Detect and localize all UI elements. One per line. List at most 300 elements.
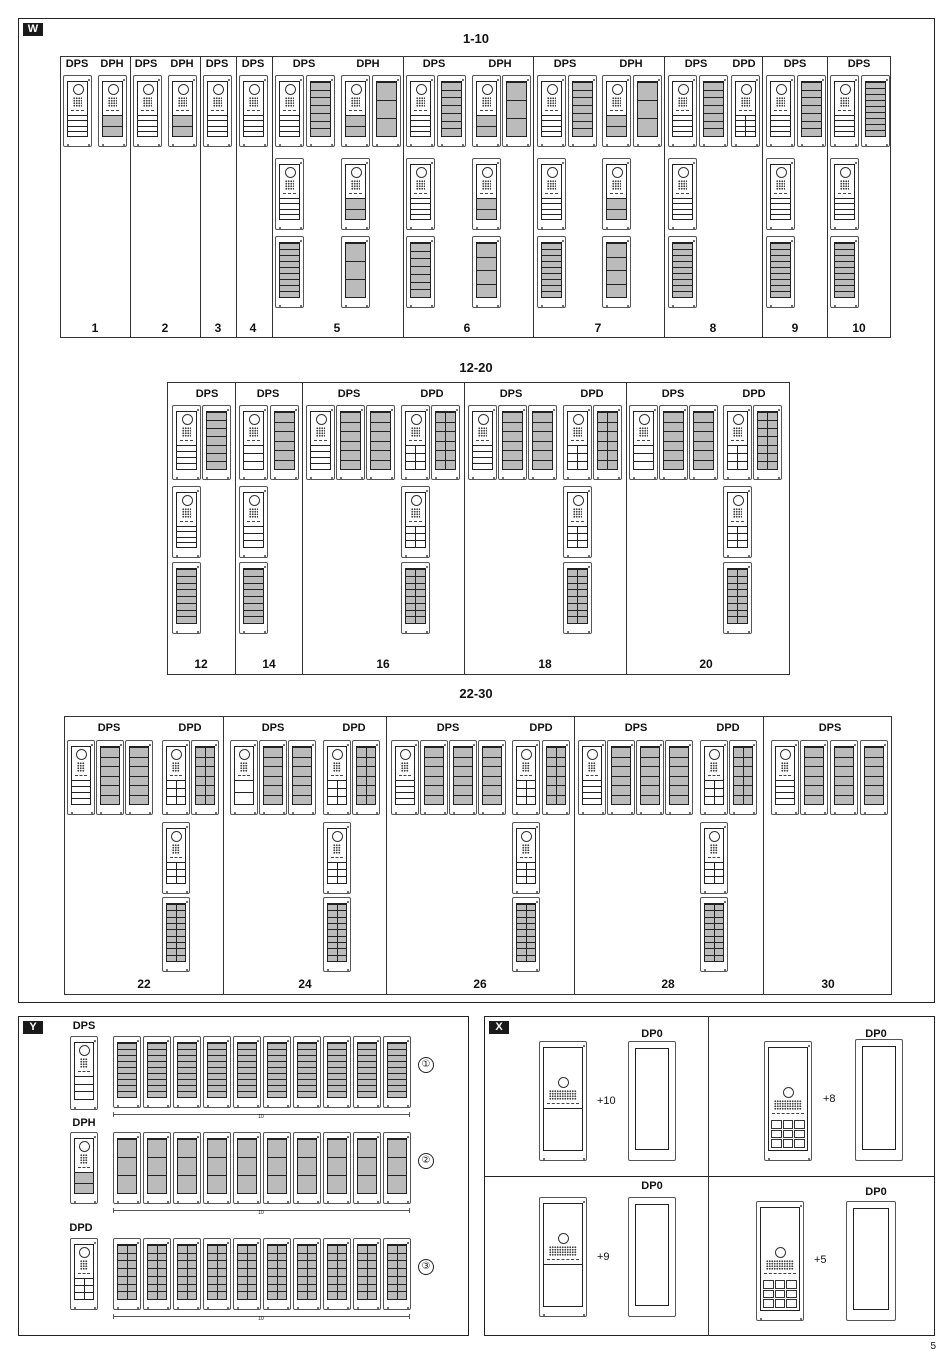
speaker-grille-icon	[77, 762, 85, 772]
slot-cell	[737, 462, 747, 469]
screw-dot	[347, 891, 349, 893]
row3-label-dps: DPS	[261, 722, 285, 734]
screw-dot	[516, 969, 518, 971]
slot-cell	[436, 432, 445, 441]
panel-dps	[756, 1201, 804, 1321]
panel-frame	[405, 411, 426, 470]
screw-dot	[572, 144, 574, 146]
slot-cell	[196, 777, 205, 786]
slot-row	[196, 757, 214, 767]
speaker-grille-icon	[639, 427, 648, 437]
screw-dot	[593, 144, 595, 146]
large-slot	[238, 1157, 256, 1175]
slot-row	[358, 1291, 376, 1299]
screw-dot	[310, 144, 312, 146]
speaker-grille-icon	[401, 762, 409, 772]
speaker-grille-icon	[741, 97, 750, 107]
screw-dot	[317, 1307, 319, 1309]
panel-frame	[166, 828, 186, 884]
slot	[425, 776, 443, 786]
screw-dot	[264, 566, 266, 568]
slot-cell	[307, 1246, 317, 1253]
slot-cell	[607, 451, 617, 460]
panel-frame	[704, 746, 724, 805]
screw-dot	[435, 477, 437, 479]
screw-dot	[855, 240, 857, 242]
screw-dot	[567, 477, 569, 479]
slot	[503, 441, 522, 451]
slot-cell	[517, 789, 526, 796]
screw-dot	[536, 891, 538, 893]
slot-cell	[75, 1293, 84, 1299]
screw-dot	[297, 1105, 299, 1107]
panel-frame	[770, 164, 791, 220]
slot-row	[436, 460, 455, 470]
slot-cell	[167, 797, 176, 804]
slot	[207, 420, 226, 428]
slot	[177, 576, 196, 583]
slot-cell	[526, 797, 536, 804]
slot-row	[568, 533, 587, 540]
slot-cell	[743, 796, 753, 805]
screw-dot	[197, 1201, 199, 1203]
slot	[454, 776, 472, 786]
divider-line	[774, 110, 787, 113]
slot	[866, 130, 885, 136]
slot-cell	[127, 1246, 137, 1253]
section-y-badge: Y	[23, 1021, 43, 1034]
slot-cell	[568, 541, 577, 547]
slot-cell	[607, 461, 617, 470]
panel-frame	[356, 746, 376, 805]
slot-cell	[148, 1261, 157, 1268]
row1-number: 3	[214, 321, 222, 335]
camera-icon	[235, 747, 253, 760]
screw-dot	[431, 144, 433, 146]
slot-cell	[517, 877, 526, 883]
slot	[138, 131, 157, 136]
large-slot	[346, 243, 365, 261]
speaker-grille-icon	[710, 762, 718, 772]
screw-dot	[377, 1105, 379, 1107]
slot	[244, 131, 263, 136]
panel-dpsx	[259, 740, 287, 815]
slot-cell	[705, 781, 714, 788]
slot	[238, 1091, 256, 1097]
panel-dphx	[233, 1132, 261, 1204]
slot-row	[357, 795, 375, 805]
slot-row	[598, 412, 617, 422]
large-slot	[607, 257, 626, 271]
divider-line	[480, 193, 493, 196]
speaker-grille-icon	[781, 762, 789, 772]
row3-label-dps: DPS	[624, 722, 648, 734]
row1-label-dps: DPS	[422, 58, 446, 70]
slot-row	[328, 1245, 346, 1253]
screw-dot	[541, 305, 543, 307]
slot	[130, 757, 148, 767]
slot-cell	[176, 789, 186, 796]
row2-label-dps: DPS	[499, 388, 523, 400]
slot-cell	[366, 777, 376, 786]
panel-dph	[168, 75, 197, 147]
camera-icon	[544, 1075, 582, 1088]
panel-frame	[672, 164, 693, 220]
panel-frame	[704, 903, 724, 962]
large-slot	[477, 270, 496, 284]
slot-row	[547, 747, 565, 757]
panel-frame	[74, 1042, 94, 1100]
slot-row	[118, 1253, 136, 1261]
row1-separator	[664, 57, 665, 337]
slot	[371, 422, 390, 432]
slot-cell	[118, 1292, 127, 1299]
screw-dot	[588, 566, 590, 568]
panel-frame	[757, 411, 778, 470]
slot-row	[298, 1260, 316, 1268]
screw-dot	[606, 305, 608, 307]
slot	[442, 105, 461, 113]
slot-cell	[598, 432, 607, 441]
panel-frame	[410, 81, 431, 137]
screw-dot	[660, 744, 662, 746]
y-option-marker: ①	[418, 1057, 434, 1073]
slot-cell	[337, 1261, 347, 1268]
screw-dot	[516, 812, 518, 814]
slot	[802, 121, 821, 129]
panel-frame	[543, 1047, 583, 1151]
section-w-badge: W	[23, 23, 43, 36]
panel-frame	[243, 411, 264, 470]
screw-dot	[756, 79, 758, 81]
slot-cell	[367, 1246, 377, 1253]
screw-dot	[376, 144, 378, 146]
panel-frame	[506, 81, 527, 137]
panel-dphx	[372, 75, 401, 147]
screw-dot	[854, 744, 856, 746]
panel-frame	[327, 828, 347, 884]
slot-row	[734, 785, 752, 795]
screw-dot	[800, 1318, 802, 1320]
screw-dot	[331, 144, 333, 146]
screw-dot	[631, 812, 633, 814]
slot-cell	[148, 1285, 157, 1292]
slot-cell	[208, 1285, 217, 1292]
slot-row	[517, 869, 535, 876]
slot	[411, 258, 430, 266]
screw-dot	[186, 891, 188, 893]
screw-dot	[654, 409, 656, 411]
slot-row	[568, 445, 587, 453]
large-slot	[208, 1175, 226, 1193]
panel-dpd	[700, 740, 728, 815]
camera-icon	[771, 165, 790, 178]
screw-dot	[476, 305, 478, 307]
panel-frame	[387, 1138, 407, 1194]
screw-dot	[611, 812, 613, 814]
slot-row	[568, 616, 587, 623]
slot-cell	[556, 767, 566, 776]
screw-dot	[176, 555, 178, 557]
speaker-grille-icon	[178, 97, 187, 107]
screw-dot	[502, 477, 504, 479]
screw-dot	[147, 1201, 149, 1203]
slot-cell	[767, 437, 777, 444]
slot-cell	[208, 1261, 217, 1268]
panel-frame	[117, 1042, 137, 1098]
slot	[235, 780, 253, 792]
slot-cell	[176, 797, 186, 804]
screw-dot	[497, 227, 499, 229]
key-button	[763, 1299, 774, 1308]
screw-dot	[532, 477, 534, 479]
panel-frame	[669, 746, 689, 805]
slot-row	[517, 955, 535, 961]
screw-dot	[553, 477, 555, 479]
screw-dot	[312, 744, 314, 746]
panel-dpsx	[498, 405, 527, 480]
screw-dot	[672, 305, 674, 307]
screw-dot	[424, 812, 426, 814]
slot-row	[328, 780, 346, 788]
panel-dpsx	[239, 562, 268, 634]
screw-dot	[228, 144, 230, 146]
large-slot	[377, 100, 396, 118]
slot	[371, 441, 390, 451]
screw-dot	[415, 744, 417, 746]
slot-row	[238, 1245, 256, 1253]
slot	[802, 105, 821, 113]
slot-cell	[556, 748, 566, 757]
panel-dphx	[353, 1132, 381, 1204]
screw-dot	[74, 1107, 76, 1109]
row1-separator	[200, 57, 201, 337]
slot-cell	[568, 446, 577, 453]
slot	[275, 422, 294, 432]
panel-frame	[387, 1042, 407, 1098]
speaker-grille-icon	[776, 97, 785, 107]
camera-icon	[568, 493, 587, 506]
screw-dot	[693, 144, 695, 146]
slot-cell	[397, 1246, 407, 1253]
screw-dot	[366, 305, 368, 307]
slot-cell	[217, 1261, 227, 1268]
camera-icon	[411, 82, 430, 95]
panel-frame	[424, 746, 444, 805]
slot-row	[148, 1245, 166, 1253]
screw-dot	[357, 1307, 359, 1309]
divider-line	[106, 110, 119, 113]
name-slot	[544, 1264, 582, 1306]
speaker-grille-icon	[182, 427, 191, 437]
slot-row	[406, 589, 425, 596]
slot	[805, 795, 823, 805]
slot	[664, 431, 683, 441]
camera-icon	[607, 165, 626, 178]
row3-number: 24	[298, 977, 312, 991]
key-button	[763, 1280, 774, 1289]
panel-frame	[166, 903, 186, 962]
slot-row	[734, 766, 752, 776]
large-slot	[346, 209, 365, 220]
screw-dot	[147, 1105, 149, 1107]
slot	[411, 214, 430, 219]
slot-cell	[238, 1261, 247, 1268]
camera-icon	[673, 165, 692, 178]
panel-dpsx	[537, 236, 566, 308]
large-slot	[148, 1157, 166, 1175]
slot-row	[358, 1276, 376, 1284]
panel-frame	[292, 746, 312, 805]
panel-dpd	[700, 822, 728, 894]
slot-cell	[337, 789, 347, 796]
screw-dot	[176, 631, 178, 633]
row2-label-dps: DPS	[337, 388, 361, 400]
row1-separator	[130, 57, 131, 337]
slot	[411, 131, 430, 136]
slot-cell	[196, 767, 205, 776]
screw-dot	[264, 477, 266, 479]
slot	[177, 596, 196, 603]
slot-row	[118, 1284, 136, 1292]
slot	[280, 291, 299, 297]
large-slot	[238, 1139, 256, 1157]
slot	[293, 757, 311, 767]
slot-row	[728, 576, 747, 583]
slot	[178, 1091, 196, 1097]
panel-frame	[263, 746, 283, 805]
slot-cell	[268, 1246, 277, 1253]
row3-separator	[763, 717, 764, 994]
slot-cell	[337, 1292, 347, 1299]
slot	[235, 792, 253, 804]
large-slot	[148, 1139, 166, 1157]
screw-dot	[317, 1242, 319, 1244]
slot	[670, 747, 688, 757]
screw-dot	[431, 305, 433, 307]
panel-frame	[267, 1042, 287, 1098]
slot-cell	[577, 462, 587, 469]
panel-frame	[387, 1244, 407, 1300]
large-slot	[75, 1172, 93, 1183]
screw-dot	[405, 555, 407, 557]
slot-row	[406, 610, 425, 617]
row2-number: 16	[376, 657, 390, 671]
slot-cell	[758, 454, 767, 461]
screw-dot	[748, 477, 750, 479]
slot	[835, 214, 854, 219]
slot-row	[734, 795, 752, 805]
camera-icon	[705, 747, 723, 760]
row2-number: 20	[699, 657, 713, 671]
screw-dot	[855, 144, 857, 146]
panel-dpdx	[723, 562, 752, 634]
large-slot	[238, 1175, 256, 1193]
screw-dot	[627, 79, 629, 81]
large-slot	[477, 209, 496, 220]
slot-cell	[307, 1254, 317, 1261]
slot-cell	[758, 429, 767, 436]
slot-cell	[217, 1292, 227, 1299]
screw-dot	[88, 79, 90, 81]
slot-cell	[607, 413, 617, 422]
row3-label-dpd: DPD	[178, 722, 202, 734]
screw-dot	[516, 891, 518, 893]
slot	[244, 589, 263, 596]
slot-cell	[743, 777, 753, 786]
slot-cell	[526, 781, 536, 788]
screw-dot	[562, 305, 564, 307]
screw-dot	[94, 1040, 96, 1042]
panel-dph	[472, 158, 501, 230]
screw-dot	[395, 812, 397, 814]
panel-frame	[207, 1042, 227, 1098]
screw-dot	[497, 305, 499, 307]
slot	[454, 747, 472, 757]
divider-line	[610, 193, 623, 196]
slot-row	[436, 412, 455, 422]
panel-dps	[203, 75, 232, 147]
panel-dpd	[323, 822, 351, 894]
screw-dot	[808, 1158, 810, 1160]
slot-cell	[337, 1285, 347, 1292]
screw-dot	[735, 144, 737, 146]
slot	[207, 436, 226, 444]
slot	[177, 583, 196, 590]
panel-frame	[516, 746, 536, 805]
speaker-grille-icon	[333, 762, 341, 772]
slot	[293, 795, 311, 805]
slot-cell	[127, 1261, 137, 1268]
slot	[341, 412, 360, 422]
slot	[244, 569, 263, 576]
speaker-grille-icon	[249, 508, 258, 518]
slot	[670, 757, 688, 767]
camera-icon	[406, 493, 425, 506]
slot-cell	[758, 421, 767, 428]
slot-cell	[268, 1285, 277, 1292]
speaker-grille-icon	[733, 427, 742, 437]
panel-frame	[770, 81, 791, 137]
large-slot	[607, 243, 626, 257]
screw-dot	[582, 812, 584, 814]
slot	[101, 776, 119, 786]
slot-cell	[743, 786, 753, 795]
panel-frame	[727, 492, 748, 548]
slot-cell	[767, 429, 777, 436]
slot-cell	[127, 1277, 137, 1284]
panel-dph	[98, 75, 127, 147]
screw-dot	[137, 1307, 139, 1309]
slot	[454, 766, 472, 776]
large-slot	[607, 270, 626, 284]
slot-cell	[187, 1261, 197, 1268]
slot	[311, 90, 330, 98]
slot-cell	[357, 786, 366, 795]
slot-cell	[277, 1277, 287, 1284]
screw-dot	[317, 1040, 319, 1042]
screw-dot	[176, 477, 178, 479]
screw-dot	[347, 1307, 349, 1309]
slot	[75, 1076, 93, 1084]
screw-dot	[502, 812, 504, 814]
slot-cell	[208, 1246, 217, 1253]
slot	[130, 795, 148, 805]
screw-dot	[283, 744, 285, 746]
screw-dot	[640, 812, 642, 814]
slot-cell	[176, 877, 186, 883]
panel-dps	[230, 740, 258, 815]
